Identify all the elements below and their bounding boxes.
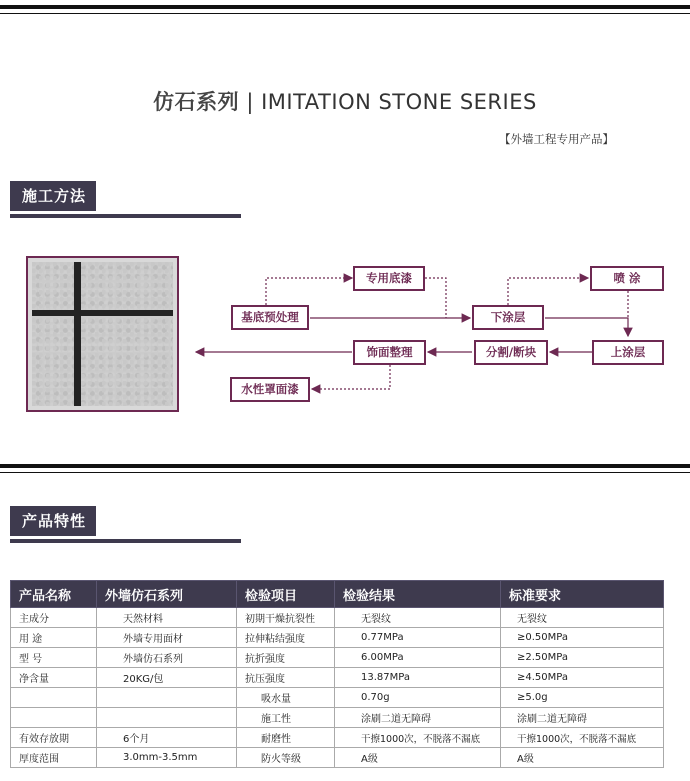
arrow-primer-to-lower [425,278,446,318]
table-cell: A级 [501,748,664,768]
table-cell: 用 途 [11,628,97,648]
step-spray: 喷 涂 [590,266,664,291]
table-cell: 外墙专用面材 [97,628,237,648]
table-cell [11,688,97,708]
middle-border-thin [0,472,690,473]
stone-joint-vertical [74,262,81,406]
table-cell: 抗折强度 [237,648,335,668]
title-separator: | [239,90,262,114]
step-upper-coat: 上涂层 [592,340,664,365]
construction-heading: 施工方法 [10,181,96,211]
table-row [11,648,664,668]
step-lower-coat: 下涂层 [472,305,544,330]
table-cell [97,688,237,708]
col-header-product-name: 产品名称 [11,581,97,608]
spec-table-header-row [11,581,664,608]
middle-border [0,464,690,468]
col-header-standard: 标准要求 [501,581,664,608]
table-cell: 型 号 [11,648,97,668]
table-cell: 施工性 [237,708,335,728]
table-cell: 涂刷二道无障碍 [335,708,501,728]
table-cell: 吸水量 [237,688,335,708]
table-cell: A级 [335,748,501,768]
stone-sample-image [26,256,179,412]
table-cell: ≥0.50MPa [501,628,664,648]
table-cell: 有效存放期 [11,728,97,748]
table-cell: 主成分 [11,608,97,628]
table-cell: 0.70g [335,688,501,708]
subtitle: 【外墙工程专用产品】 [499,132,614,146]
features-heading-bar [10,539,241,543]
table-cell: 6.00MPa [335,648,501,668]
table-cell: 净含量 [11,668,97,688]
table-row [11,668,664,688]
features-heading: 产品特性 [10,506,96,536]
table-cell: ≥4.50MPa [501,668,664,688]
table-cell: 无裂纹 [501,608,664,628]
table-cell: 防火等级 [237,748,335,768]
table-row [11,688,664,708]
table-row [11,748,664,768]
table-row [11,728,664,748]
top-border-thin [0,13,690,14]
table-cell: 初期干燥抗裂性 [237,608,335,628]
table-cell: 干擦1000次，不脱落不漏底 [501,728,664,748]
arrow-finish-to-clearcoat [312,365,390,389]
table-row [11,608,664,628]
table-cell: 抗压强度 [237,668,335,688]
page-title [0,86,690,116]
table-cell: 13.87MPa [335,668,501,688]
top-border [0,5,690,9]
table-cell: ≥5.0g [501,688,664,708]
stone-texture [32,262,173,406]
table-cell [11,708,97,728]
col-header-series: 外墙仿石系列 [97,581,237,608]
step-divide: 分割/断块 [474,340,548,365]
step-finish: 饰面整理 [353,340,426,365]
step-primer: 专用底漆 [353,266,425,291]
table-cell: 外墙仿石系列 [97,648,237,668]
table-cell: 天然材料 [97,608,237,628]
stone-joint-horizontal [32,310,173,316]
table-cell: 20KG/包 [97,668,237,688]
table-cell [97,708,237,728]
step-base-treatment: 基底预处理 [231,305,309,330]
arrow-base-to-primer [266,278,352,305]
arrow-lower-to-upper [545,318,628,336]
col-header-test-item: 检验项目 [237,581,335,608]
table-cell: 厚度范围 [11,748,97,768]
step-clearcoat: 水性罩面漆 [230,377,310,402]
table-row [11,628,664,648]
table-row [11,708,664,728]
table-cell: ≥2.50MPa [501,648,664,668]
title-en: IMITATION STONE SERIES [261,90,537,114]
table-cell: 涂刷二道无障碍 [501,708,664,728]
table-cell: 无裂纹 [335,608,501,628]
table-cell: 3.0mm-3.5mm [97,748,237,768]
table-cell: 耐磨性 [237,728,335,748]
title-cn: 仿石系列 [153,89,240,114]
col-header-test-result: 检验结果 [335,581,501,608]
table-cell: 0.77MPa [335,628,501,648]
construction-heading-bar [10,214,241,218]
arrow-lower-to-spray [508,278,588,305]
table-cell: 拉伸粘结强度 [237,628,335,648]
table-cell: 干擦1000次，不脱落不漏底 [335,728,501,748]
table-cell: 6个月 [97,728,237,748]
spec-table [10,580,664,768]
